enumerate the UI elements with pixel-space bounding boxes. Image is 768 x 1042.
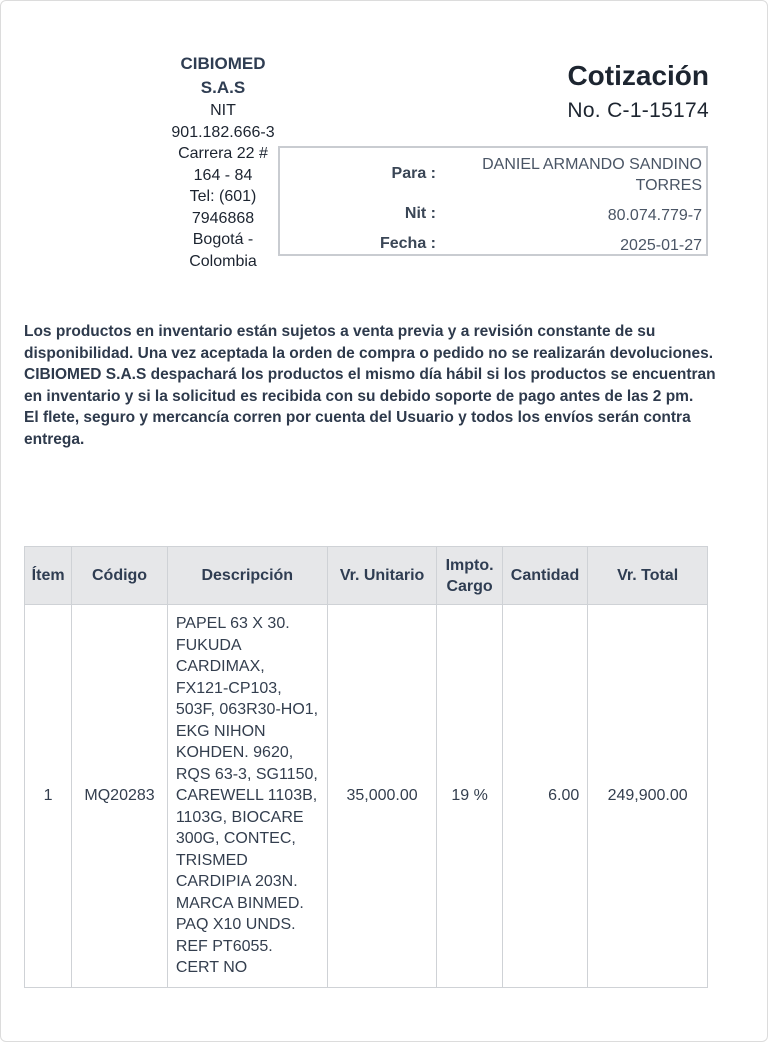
items-table xyxy=(24,546,708,988)
cell-cantidad: 6.00 xyxy=(502,605,588,988)
company-phone: Tel: (601) 7946868 xyxy=(189,188,257,227)
terms-paragraph: Los productos en inventario están sujetos a venta previa y a revisión constante de su disponibilidad. Una vez aceptada la orden de compra o pedido no se realizarán devoluciones. xyxy=(24,323,714,362)
company-city: Bogotá - Colombia xyxy=(189,231,257,270)
header-codigo: Código xyxy=(72,547,168,605)
fecha-value: 2025-01-27 xyxy=(620,237,702,254)
header-item: Ítem xyxy=(25,547,72,605)
fecha-label: Fecha : xyxy=(379,235,436,252)
cell-vr-unitario: 35,000.00 xyxy=(327,605,437,988)
header-vr-unitario: Vr. Unitario xyxy=(327,547,437,605)
header-cantidad: Cantidad xyxy=(502,547,588,605)
table-row xyxy=(25,605,708,988)
header-descripcion: Descripción xyxy=(167,547,327,605)
company-nit: 901.182.666-3 xyxy=(171,123,275,141)
document-number: No. C-1-15174 xyxy=(567,99,709,122)
terms-paragraph: CIBIOMED S.A.S despachará los productos el mismo día hábil si los productos se encuentran en inventario y si la solicitud es recibida con su debido soporte de pago antes de las 2 pm. xyxy=(24,366,716,405)
cell-descripcion: PAPEL 63 X 30. FUKUDA CARDIMAX, FX121-CP103, 503F, 063R30-HO1, EKG NIHON KOHDEN. 9620, RQS 63-3, SG1150, CAREWELL 1103B, 1103G, BIOCARE 300G, CONTEC, TRISMED CARDIPIA 203N. MARCA BINMED. PAQ X10 UNDS. REF PT6055. CERT NO xyxy=(167,605,327,988)
cell-vr-total: 249,900.00 xyxy=(588,605,708,988)
para-label: Para : xyxy=(391,165,436,182)
terms-text xyxy=(24,321,724,450)
cell-codigo: MQ20283 xyxy=(72,605,168,988)
company-info xyxy=(168,52,278,272)
cell-item: 1 xyxy=(25,605,72,988)
table-header-row xyxy=(25,547,708,605)
client-info-box xyxy=(278,146,708,256)
header-vr-total: Vr. Total xyxy=(588,547,708,605)
terms-paragraph: El flete, seguro y mercancía corren por cuenta del Usuario y todos los envíos serán contra entrega. xyxy=(24,409,691,448)
company-name: CIBIOMED S.A.S xyxy=(180,54,266,97)
document-title: Cotización xyxy=(567,60,709,91)
para-value: DANIEL ARMANDO SANDINO TORRES xyxy=(482,156,702,194)
header-impto-cargo: Impto. Cargo xyxy=(437,547,502,605)
nit-label: Nit : xyxy=(404,205,436,222)
company-nit-label: NIT xyxy=(210,102,236,119)
nit-value: 80.074.779-7 xyxy=(607,207,702,224)
company-address: Carrera 22 # 164 - 84 xyxy=(178,145,268,184)
cell-impto-cargo: 19 % xyxy=(437,605,502,988)
